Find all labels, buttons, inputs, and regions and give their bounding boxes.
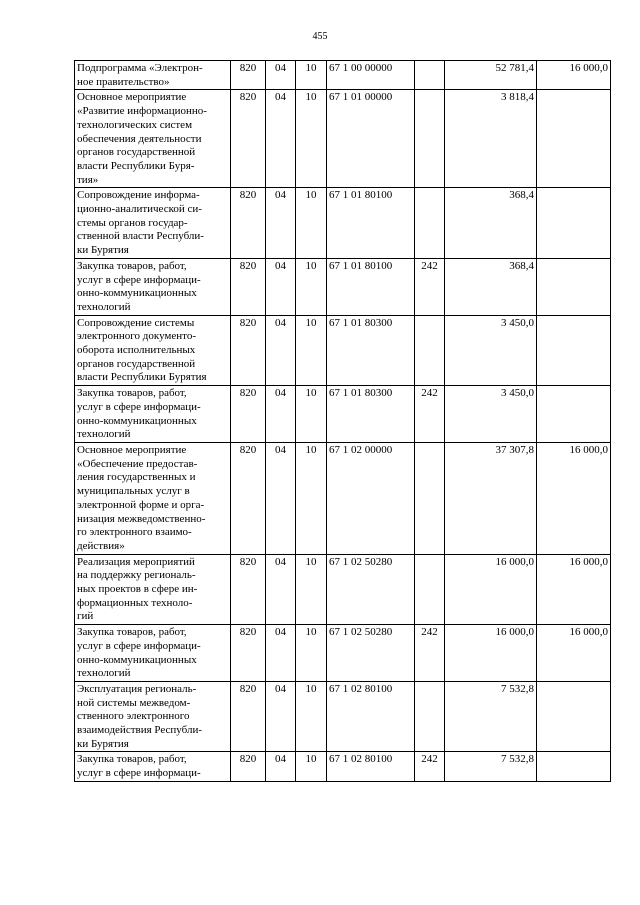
section-code-cell: 04 [266,386,296,443]
grbs-code-cell: 820 [231,442,266,554]
table-row [75,681,611,752]
target-article-cell: 67 1 02 80100 [327,681,415,752]
expense-type-cell [415,90,445,188]
amount-total-cell: 7 532,8 [445,752,537,781]
amount-federal-cell: 16 000,0 [537,625,611,682]
expense-type-cell: 242 [415,752,445,781]
item-name-cell: Закупка товаров, работ, услуг в сфере информаци- [75,752,231,781]
grbs-code-cell: 820 [231,61,266,90]
amount-total-cell: 3 450,0 [445,315,537,386]
table-row [75,258,611,315]
amount-total-cell: 3 818,4 [445,90,537,188]
amount-total-cell: 368,4 [445,258,537,315]
expense-type-cell [415,442,445,554]
amount-total-cell: 368,4 [445,188,537,259]
section-code-cell: 04 [266,554,296,625]
item-name-cell: Закупка товаров, работ, услуг в сфере информаци- онно-коммуникационных технологий [75,625,231,682]
table-row [75,442,611,554]
amount-federal-cell [537,681,611,752]
table-row [75,188,611,259]
section-code-cell: 04 [266,90,296,188]
target-article-cell: 67 1 01 80300 [327,386,415,443]
subsection-code-cell: 10 [296,61,327,90]
subsection-code-cell: 10 [296,554,327,625]
section-code-cell: 04 [266,61,296,90]
subsection-code-cell: 10 [296,752,327,781]
expense-type-cell: 242 [415,386,445,443]
subsection-code-cell: 10 [296,681,327,752]
grbs-code-cell: 820 [231,188,266,259]
section-code-cell: 04 [266,752,296,781]
subsection-code-cell: 10 [296,258,327,315]
amount-federal-cell [537,315,611,386]
grbs-code-cell: 820 [231,681,266,752]
amount-federal-cell [537,752,611,781]
expense-type-cell [415,315,445,386]
target-article-cell: 67 1 01 80300 [327,315,415,386]
target-article-cell: 67 1 01 80100 [327,188,415,259]
amount-total-cell: 52 781,4 [445,61,537,90]
amount-total-cell: 16 000,0 [445,625,537,682]
target-article-cell: 67 1 02 50280 [327,554,415,625]
subsection-code-cell: 10 [296,315,327,386]
section-code-cell: 04 [266,258,296,315]
item-name-cell: Сопровождение информа- ционно-аналитической си- стемы органов государ- ственной власти Республи- ки Бурятия [75,188,231,259]
table-row [75,61,611,90]
target-article-cell: 67 1 01 80100 [327,258,415,315]
target-article-cell: 67 1 00 00000 [327,61,415,90]
item-name-cell: Основное мероприятие «Развитие информационно- технологических систем обеспечения деятельности органов государственной власти Республики Буря- тия» [75,90,231,188]
section-code-cell: 04 [266,315,296,386]
item-name-cell: Основное мероприятие «Обеспечение предостав- ления государственных и муниципальных услуг в электронной форме и орга- низация межведомственно- го электронного взаимо- действия» [75,442,231,554]
table-row [75,752,611,781]
target-article-cell: 67 1 02 50280 [327,625,415,682]
subsection-code-cell: 10 [296,386,327,443]
amount-federal-cell: 16 000,0 [537,442,611,554]
table-row [75,315,611,386]
grbs-code-cell: 820 [231,625,266,682]
amount-federal-cell [537,188,611,259]
item-name-cell: Сопровождение системы электронного документо- оборота исполнительных органов государственной власти Республики Бурятия [75,315,231,386]
budget-table [74,60,611,782]
amount-total-cell: 16 000,0 [445,554,537,625]
item-name-cell: Закупка товаров, работ, услуг в сфере информаци- онно-коммуникационных технологий [75,258,231,315]
amount-total-cell: 3 450,0 [445,386,537,443]
expense-type-cell: 242 [415,258,445,315]
grbs-code-cell: 820 [231,554,266,625]
subsection-code-cell: 10 [296,625,327,682]
grbs-code-cell: 820 [231,752,266,781]
page-number: 455 [312,31,328,42]
grbs-code-cell: 820 [231,90,266,188]
target-article-cell: 67 1 02 00000 [327,442,415,554]
subsection-code-cell: 10 [296,188,327,259]
section-code-cell: 04 [266,625,296,682]
amount-total-cell: 37 307,8 [445,442,537,554]
item-name-cell: Закупка товаров, работ, услуг в сфере информаци- онно-коммуникационных технологий [75,386,231,443]
table-row [75,625,611,682]
amount-federal-cell [537,258,611,315]
grbs-code-cell: 820 [231,315,266,386]
amount-total-cell: 7 532,8 [445,681,537,752]
table-row [75,90,611,188]
section-code-cell: 04 [266,188,296,259]
grbs-code-cell: 820 [231,386,266,443]
subsection-code-cell: 10 [296,90,327,188]
amount-federal-cell: 16 000,0 [537,554,611,625]
item-name-cell: Реализация мероприятий на поддержку региональ- ных проектов в сфере ин- формационных техноло- гий [75,554,231,625]
expense-type-cell [415,188,445,259]
table-row [75,554,611,625]
expense-type-cell [415,61,445,90]
table-row [75,386,611,443]
section-code-cell: 04 [266,681,296,752]
section-code-cell: 04 [266,442,296,554]
target-article-cell: 67 1 01 00000 [327,90,415,188]
amount-federal-cell [537,90,611,188]
expense-type-cell [415,554,445,625]
item-name-cell: Подпрограмма «Электрон- ное правительство» [75,61,231,90]
budget-table-body [75,61,611,782]
expense-type-cell: 242 [415,625,445,682]
grbs-code-cell: 820 [231,258,266,315]
target-article-cell: 67 1 02 80100 [327,752,415,781]
item-name-cell: Эксплуатация региональ- ной системы межведом- ственного электронного взаимодействия Республи- ки Бурятия [75,681,231,752]
expense-type-cell [415,681,445,752]
subsection-code-cell: 10 [296,442,327,554]
amount-federal-cell [537,386,611,443]
amount-federal-cell: 16 000,0 [537,61,611,90]
